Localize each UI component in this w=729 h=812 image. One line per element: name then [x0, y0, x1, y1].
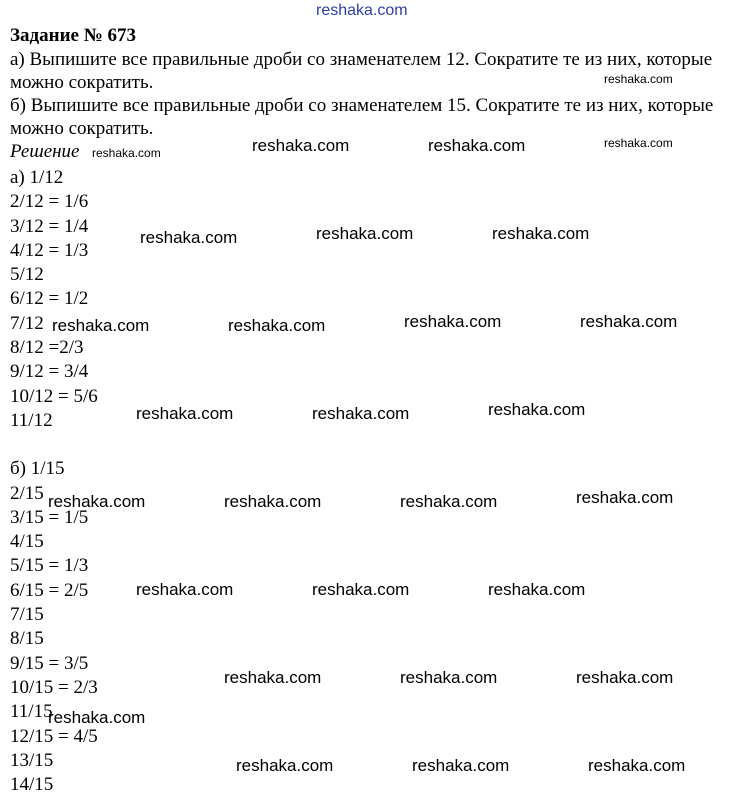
watermark: reshaka.com	[224, 492, 322, 511]
watermark: reshaka.com	[576, 488, 674, 507]
solution-heading: Решение	[10, 141, 80, 162]
answer-a-line: 6/12 = 1/2	[10, 288, 89, 310]
answer-a-line: 7/12	[10, 312, 44, 334]
watermark: reshaka.com	[48, 708, 146, 727]
watermark: reshaka.com	[224, 668, 322, 687]
answers	[10, 166, 722, 797]
answer-a-line: 4/12 = 1/3	[10, 239, 89, 261]
answer-b-line: 2/15	[10, 482, 44, 504]
watermark: reshaka.com	[412, 756, 510, 775]
watermark: reshaka.com	[400, 492, 498, 511]
watermark: reshaka.com	[488, 400, 586, 419]
watermark: reshaka.com	[588, 756, 686, 775]
watermark: reshaka.com	[428, 136, 526, 155]
answer-a-line: 2/12 = 1/6	[10, 191, 89, 213]
answer-b-line: 5/15 = 1/3	[10, 555, 89, 577]
answer-b-line: 12/15 = 4/5	[10, 725, 98, 747]
answer-a-line: 8/12 =2/3	[10, 337, 84, 359]
answer-a-line: 5/12	[10, 264, 44, 286]
watermark: reshaka.com	[604, 72, 673, 86]
answer-b-line: 6/15 = 2/5	[10, 579, 89, 601]
watermark: reshaka.com	[312, 404, 410, 423]
answer-b-line: 14/15	[10, 774, 54, 796]
answer-a-line: а) 1/12	[10, 167, 64, 188]
answer-a-line: 9/12 = 3/4	[10, 361, 89, 383]
answer-a-line: 3/12 = 1/4	[10, 215, 89, 237]
watermark: reshaka.com	[604, 136, 673, 150]
watermark: reshaka.com	[312, 580, 410, 599]
answer-b-line: 10/15 = 2/3	[10, 676, 98, 698]
watermark: reshaka.com	[48, 492, 146, 511]
watermark: reshaka.com	[488, 580, 586, 599]
answer-b-line: 8/15	[10, 628, 44, 650]
watermark: reshaka.com	[140, 228, 238, 247]
watermark: reshaka.com	[492, 224, 590, 243]
watermark: reshaka.com	[136, 404, 234, 423]
watermark: reshaka.com	[400, 668, 498, 687]
answer-a-line: 10/12 = 5/6	[10, 385, 98, 407]
answer-b-line: 11/15	[10, 701, 53, 723]
watermark: reshaka.com	[576, 668, 674, 687]
task-title: Задание № 673	[10, 25, 137, 46]
section-gap	[10, 433, 722, 457]
answer-b-line: 7/15	[10, 604, 44, 626]
answer-b-line: 13/15	[10, 749, 54, 771]
watermark: reshaka.com	[228, 316, 326, 335]
watermark: reshaka.com	[580, 312, 678, 331]
watermark: reshaka.com	[252, 136, 350, 155]
watermark: reshaka.com	[316, 224, 414, 243]
answer-b-line: 3/15 = 1/5	[10, 506, 89, 528]
watermark: reshaka.com	[52, 316, 150, 335]
answer-b-line: 4/15	[10, 531, 44, 553]
task-part-a: а) Выпишите все правильные дроби со знаменателем 12. Сократите те из них, которые можно сократить.	[10, 49, 713, 93]
watermark: reshaka.com	[136, 580, 234, 599]
watermark: reshaka.com	[316, 2, 408, 19]
watermark: reshaka.com	[236, 756, 334, 775]
watermark: reshaka.com	[92, 146, 161, 160]
watermark: reshaka.com	[404, 312, 502, 331]
answer-b-line: 9/15 = 3/5	[10, 652, 89, 674]
answer-b-line: б) 1/15	[10, 458, 65, 480]
task-part-b: б) Выпишите все правильные дроби со знаменателем 15. Сократите те из них, которые можно сократить.	[10, 95, 714, 139]
answer-a-line: 11/12	[10, 409, 53, 431]
